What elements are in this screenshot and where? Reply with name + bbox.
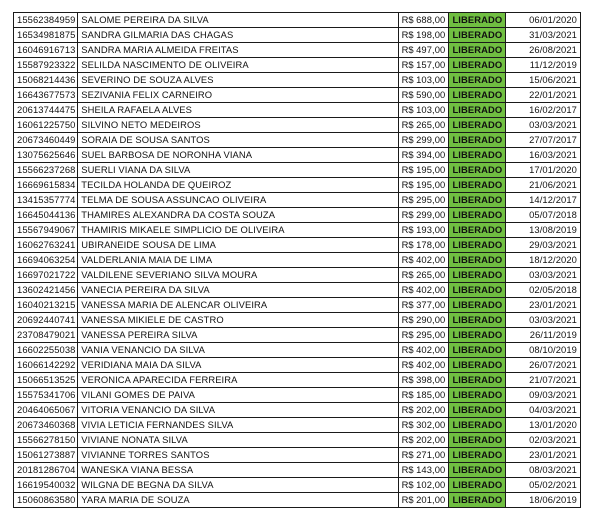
status-cell: LIBERADO <box>449 283 506 298</box>
status-cell: LIBERADO <box>449 448 506 463</box>
amount: 193,00 <box>416 224 446 235</box>
id-cell: 15566237268 <box>14 163 78 178</box>
name-cell: TECILDA HOLANDA DE QUEIROZ <box>78 178 398 193</box>
status-cell: LIBERADO <box>449 343 506 358</box>
name-cell: VANESSA MARIA DE ALENCAR OLIVEIRA <box>78 298 398 313</box>
table-row <box>14 298 581 313</box>
status-cell: LIBERADO <box>449 103 506 118</box>
value-cell <box>398 103 449 118</box>
id-cell: 20613744475 <box>14 103 78 118</box>
id-cell: 15575341706 <box>14 388 78 403</box>
amount: 103,00 <box>416 104 446 115</box>
value-cell <box>398 328 449 343</box>
id-cell: 16697021722 <box>14 268 78 283</box>
date-cell: 13/01/2020 <box>506 418 581 433</box>
date-cell: 03/03/2021 <box>506 118 581 133</box>
status-cell: LIBERADO <box>449 253 506 268</box>
currency-symbol: R$ <box>401 374 414 385</box>
status-cell: LIBERADO <box>449 478 506 493</box>
status-cell: LIBERADO <box>449 133 506 148</box>
date-cell: 23/01/2021 <box>506 448 581 463</box>
currency-symbol: R$ <box>401 119 414 130</box>
currency-symbol: R$ <box>401 284 414 295</box>
value-cell <box>398 28 449 43</box>
status-cell: LIBERADO <box>449 358 506 373</box>
name-cell: SUEL BARBOSA DE NORONHA VIANA <box>78 148 398 163</box>
id-cell: 16534981875 <box>14 28 78 43</box>
name-cell: SANDRA GILMARIA DAS CHAGAS <box>78 28 398 43</box>
status-cell: LIBERADO <box>449 13 506 28</box>
date-cell: 22/01/2021 <box>506 88 581 103</box>
date-cell: 09/03/2021 <box>506 388 581 403</box>
name-cell: VANECIA PEREIRA DA SILVA <box>78 283 398 298</box>
name-cell: VALDILENE SEVERIANO SILVA MOURA <box>78 268 398 283</box>
currency-symbol: R$ <box>401 449 414 460</box>
name-cell: VILANI GOMES DE PAIVA <box>78 388 398 403</box>
status-cell: LIBERADO <box>449 88 506 103</box>
name-cell: SUERLI VIANA DA SILVA <box>78 163 398 178</box>
status-cell: LIBERADO <box>449 28 506 43</box>
amount: 590,00 <box>416 89 446 100</box>
name-cell: SALOME PEREIRA DA SILVA <box>78 13 398 28</box>
table-row <box>14 463 581 478</box>
status-cell: LIBERADO <box>449 148 506 163</box>
id-cell: 13415357774 <box>14 193 78 208</box>
value-cell <box>398 388 449 403</box>
amount: 398,00 <box>416 374 446 385</box>
status-cell: LIBERADO <box>449 313 506 328</box>
table-row <box>14 88 581 103</box>
value-cell <box>398 238 449 253</box>
status-cell: LIBERADO <box>449 178 506 193</box>
id-cell: 15587923322 <box>14 58 78 73</box>
amount: 402,00 <box>416 359 446 370</box>
currency-symbol: R$ <box>401 239 414 250</box>
amount: 195,00 <box>416 164 446 175</box>
status-cell: LIBERADO <box>449 268 506 283</box>
amount: 295,00 <box>416 329 446 340</box>
value-cell <box>398 223 449 238</box>
table-row <box>14 373 581 388</box>
id-cell: 16062763241 <box>14 238 78 253</box>
value-cell <box>398 43 449 58</box>
id-cell: 20181286704 <box>14 463 78 478</box>
date-cell: 04/03/2021 <box>506 403 581 418</box>
name-cell: VIVIA LETICIA FERNANDES SILVA <box>78 418 398 433</box>
name-cell: WILGNA DE BEGNA DA SILVA <box>78 478 398 493</box>
table-row <box>14 208 581 223</box>
date-cell: 08/03/2021 <box>506 463 581 478</box>
value-cell <box>398 418 449 433</box>
name-cell: SILVINO NETO MEDEIROS <box>78 118 398 133</box>
table-row <box>14 223 581 238</box>
status-cell: LIBERADO <box>449 58 506 73</box>
table-row <box>14 313 581 328</box>
status-cell: LIBERADO <box>449 493 506 508</box>
value-cell <box>398 13 449 28</box>
table-row <box>14 283 581 298</box>
value-cell <box>398 283 449 298</box>
value-cell <box>398 148 449 163</box>
table-row <box>14 73 581 88</box>
table-row <box>14 238 581 253</box>
currency-symbol: R$ <box>401 149 414 160</box>
id-cell: 20692440741 <box>14 313 78 328</box>
currency-symbol: R$ <box>401 59 414 70</box>
name-cell: VANESSA MIKIELE DE CASTRO <box>78 313 398 328</box>
amount: 299,00 <box>416 209 446 220</box>
currency-symbol: R$ <box>401 209 414 220</box>
date-cell: 16/02/2017 <box>506 103 581 118</box>
currency-symbol: R$ <box>401 134 414 145</box>
currency-symbol: R$ <box>401 224 414 235</box>
amount: 402,00 <box>416 344 446 355</box>
currency-symbol: R$ <box>401 29 414 40</box>
currency-symbol: R$ <box>401 104 414 115</box>
table-row <box>14 448 581 463</box>
date-cell: 18/06/2019 <box>506 493 581 508</box>
value-cell <box>398 403 449 418</box>
id-cell: 15060863580 <box>14 493 78 508</box>
table-row <box>14 28 581 43</box>
amount: 402,00 <box>416 254 446 265</box>
status-cell: LIBERADO <box>449 223 506 238</box>
table-row <box>14 193 581 208</box>
date-cell: 11/12/2019 <box>506 58 581 73</box>
amount: 394,00 <box>416 149 446 160</box>
table-row <box>14 163 581 178</box>
amount: 143,00 <box>416 464 446 475</box>
value-cell <box>398 313 449 328</box>
value-cell <box>398 253 449 268</box>
amount: 497,00 <box>416 44 446 55</box>
currency-symbol: R$ <box>401 434 414 445</box>
table-row <box>14 178 581 193</box>
value-cell <box>398 58 449 73</box>
value-cell <box>398 433 449 448</box>
currency-symbol: R$ <box>401 314 414 325</box>
id-cell: 20673460368 <box>14 418 78 433</box>
id-cell: 15066513525 <box>14 373 78 388</box>
amount: 377,00 <box>416 299 446 310</box>
table-row <box>14 328 581 343</box>
status-cell: LIBERADO <box>449 373 506 388</box>
name-cell: WANESKA VIANA BESSA <box>78 463 398 478</box>
status-cell: LIBERADO <box>449 328 506 343</box>
currency-symbol: R$ <box>401 299 414 310</box>
table-row <box>14 418 581 433</box>
id-cell: 16694063254 <box>14 253 78 268</box>
currency-symbol: R$ <box>401 344 414 355</box>
value-cell <box>398 493 449 508</box>
currency-symbol: R$ <box>401 419 414 430</box>
date-cell: 02/05/2018 <box>506 283 581 298</box>
date-cell: 06/01/2020 <box>506 13 581 28</box>
date-cell: 16/03/2021 <box>506 148 581 163</box>
currency-symbol: R$ <box>401 194 414 205</box>
name-cell: UBIRANEIDE SOUSA DE LIMA <box>78 238 398 253</box>
id-cell: 20464065067 <box>14 403 78 418</box>
id-cell: 13602421456 <box>14 283 78 298</box>
status-cell: LIBERADO <box>449 298 506 313</box>
currency-symbol: R$ <box>401 14 414 25</box>
status-cell: LIBERADO <box>449 433 506 448</box>
date-cell: 05/07/2018 <box>506 208 581 223</box>
table-row <box>14 133 581 148</box>
table-row <box>14 148 581 163</box>
table-row <box>14 13 581 28</box>
id-cell: 16602255038 <box>14 343 78 358</box>
amount: 202,00 <box>416 434 446 445</box>
currency-symbol: R$ <box>401 164 414 175</box>
date-cell: 02/03/2021 <box>506 433 581 448</box>
id-cell: 16046916713 <box>14 43 78 58</box>
date-cell: 26/11/2019 <box>506 328 581 343</box>
date-cell: 03/03/2021 <box>506 268 581 283</box>
date-cell: 14/12/2017 <box>506 193 581 208</box>
table-row <box>14 388 581 403</box>
date-cell: 03/03/2021 <box>506 313 581 328</box>
table-row <box>14 433 581 448</box>
name-cell: SEZIVANIA FELIX CARNEIRO <box>78 88 398 103</box>
value-cell <box>398 133 449 148</box>
date-cell: 23/01/2021 <box>506 298 581 313</box>
amount: 198,00 <box>416 29 446 40</box>
date-cell: 15/06/2021 <box>506 73 581 88</box>
value-cell <box>398 358 449 373</box>
currency-symbol: R$ <box>401 464 414 475</box>
amount: 201,00 <box>416 494 446 505</box>
name-cell: VANIA VENANCIO DA SILVA <box>78 343 398 358</box>
table-row <box>14 268 581 283</box>
amount: 185,00 <box>416 389 446 400</box>
date-cell: 21/07/2021 <box>506 373 581 388</box>
amount: 102,00 <box>416 479 446 490</box>
name-cell: VALDERLANIA MAIA DE LIMA <box>78 253 398 268</box>
currency-symbol: R$ <box>401 329 414 340</box>
date-cell: 26/07/2021 <box>506 358 581 373</box>
amount: 202,00 <box>416 404 446 415</box>
date-cell: 21/06/2021 <box>506 178 581 193</box>
amount: 302,00 <box>416 419 446 430</box>
table-row <box>14 343 581 358</box>
status-cell: LIBERADO <box>449 418 506 433</box>
name-cell: SHEILA RAFAELA ALVES <box>78 103 398 118</box>
table-row <box>14 103 581 118</box>
date-cell: 31/03/2021 <box>506 28 581 43</box>
id-cell: 16645044136 <box>14 208 78 223</box>
id-cell: 15567949067 <box>14 223 78 238</box>
id-cell: 16066142292 <box>14 358 78 373</box>
amount: 402,00 <box>416 284 446 295</box>
records-table-body <box>14 13 581 508</box>
amount: 103,00 <box>416 74 446 85</box>
table-row <box>14 403 581 418</box>
date-cell: 18/12/2020 <box>506 253 581 268</box>
id-cell: 16643677573 <box>14 88 78 103</box>
currency-symbol: R$ <box>401 179 414 190</box>
id-cell: 15061273887 <box>14 448 78 463</box>
amount: 265,00 <box>416 269 446 280</box>
id-cell: 16669615834 <box>14 178 78 193</box>
name-cell: SANDRA MARIA ALMEIDA FREITAS <box>78 43 398 58</box>
value-cell <box>398 193 449 208</box>
value-cell <box>398 373 449 388</box>
amount: 290,00 <box>416 314 446 325</box>
status-cell: LIBERADO <box>449 403 506 418</box>
name-cell: VERONICA APARECIDA FERREIRA <box>78 373 398 388</box>
id-cell: 13075625646 <box>14 148 78 163</box>
name-cell: YARA MARIA DE SOUZA <box>78 493 398 508</box>
table-row <box>14 358 581 373</box>
status-cell: LIBERADO <box>449 193 506 208</box>
amount: 265,00 <box>416 119 446 130</box>
date-cell: 17/01/2020 <box>506 163 581 178</box>
status-cell: LIBERADO <box>449 118 506 133</box>
table-row <box>14 43 581 58</box>
value-cell <box>398 73 449 88</box>
value-cell <box>398 478 449 493</box>
name-cell: VIVIANE NONATA SILVA <box>78 433 398 448</box>
currency-symbol: R$ <box>401 494 414 505</box>
table-row <box>14 118 581 133</box>
date-cell: 26/08/2021 <box>506 43 581 58</box>
table-row <box>14 58 581 73</box>
amount: 178,00 <box>416 239 446 250</box>
date-cell: 29/03/2021 <box>506 238 581 253</box>
name-cell: THAMIRES ALEXANDRA DA COSTA SOUZA <box>78 208 398 223</box>
date-cell: 27/07/2017 <box>506 133 581 148</box>
name-cell: VITORIA VENANCIO DA SILVA <box>78 403 398 418</box>
id-cell: 23708479021 <box>14 328 78 343</box>
id-cell: 16040213215 <box>14 298 78 313</box>
name-cell: VIVIANNE TORRES SANTOS <box>78 448 398 463</box>
status-cell: LIBERADO <box>449 208 506 223</box>
currency-symbol: R$ <box>401 269 414 280</box>
currency-symbol: R$ <box>401 254 414 265</box>
table-row <box>14 478 581 493</box>
status-cell: LIBERADO <box>449 73 506 88</box>
name-cell: THAMIRIS MIKAELE SIMPLICIO DE OLIVEIRA <box>78 223 398 238</box>
value-cell <box>398 343 449 358</box>
value-cell <box>398 118 449 133</box>
value-cell <box>398 163 449 178</box>
value-cell <box>398 88 449 103</box>
date-cell: 05/02/2021 <box>506 478 581 493</box>
status-cell: LIBERADO <box>449 238 506 253</box>
table-row <box>14 253 581 268</box>
amount: 688,00 <box>416 14 446 25</box>
id-cell: 16619540032 <box>14 478 78 493</box>
currency-symbol: R$ <box>401 44 414 55</box>
amount: 295,00 <box>416 194 446 205</box>
currency-symbol: R$ <box>401 74 414 85</box>
value-cell <box>398 463 449 478</box>
value-cell <box>398 208 449 223</box>
id-cell: 16061225750 <box>14 118 78 133</box>
name-cell: VANESSA PEREIRA SILVA <box>78 328 398 343</box>
value-cell <box>398 298 449 313</box>
currency-symbol: R$ <box>401 389 414 400</box>
name-cell: SELILDA NASCIMENTO DE OLIVEIRA <box>78 58 398 73</box>
value-cell <box>398 268 449 283</box>
name-cell: VERIDIANA MAIA DA SILVA <box>78 358 398 373</box>
currency-symbol: R$ <box>401 404 414 415</box>
records-table <box>13 12 581 508</box>
currency-symbol: R$ <box>401 89 414 100</box>
table-row <box>14 493 581 508</box>
id-cell: 15068214436 <box>14 73 78 88</box>
status-cell: LIBERADO <box>449 163 506 178</box>
value-cell <box>398 448 449 463</box>
id-cell: 15562384959 <box>14 13 78 28</box>
value-cell <box>398 178 449 193</box>
amount: 299,00 <box>416 134 446 145</box>
currency-symbol: R$ <box>401 479 414 490</box>
status-cell: LIBERADO <box>449 388 506 403</box>
date-cell: 08/10/2019 <box>506 343 581 358</box>
amount: 157,00 <box>416 59 446 70</box>
amount: 195,00 <box>416 179 446 190</box>
name-cell: SORAIA DE SOUSA SANTOS <box>78 133 398 148</box>
id-cell: 15566278150 <box>14 433 78 448</box>
status-cell: LIBERADO <box>449 463 506 478</box>
name-cell: SEVERINO DE SOUZA ALVES <box>78 73 398 88</box>
name-cell: TELMA DE SOUSA ASSUNCAO OLIVEIRA <box>78 193 398 208</box>
amount: 271,00 <box>416 449 446 460</box>
currency-symbol: R$ <box>401 359 414 370</box>
status-cell: LIBERADO <box>449 43 506 58</box>
date-cell: 13/08/2019 <box>506 223 581 238</box>
id-cell: 20673460449 <box>14 133 78 148</box>
